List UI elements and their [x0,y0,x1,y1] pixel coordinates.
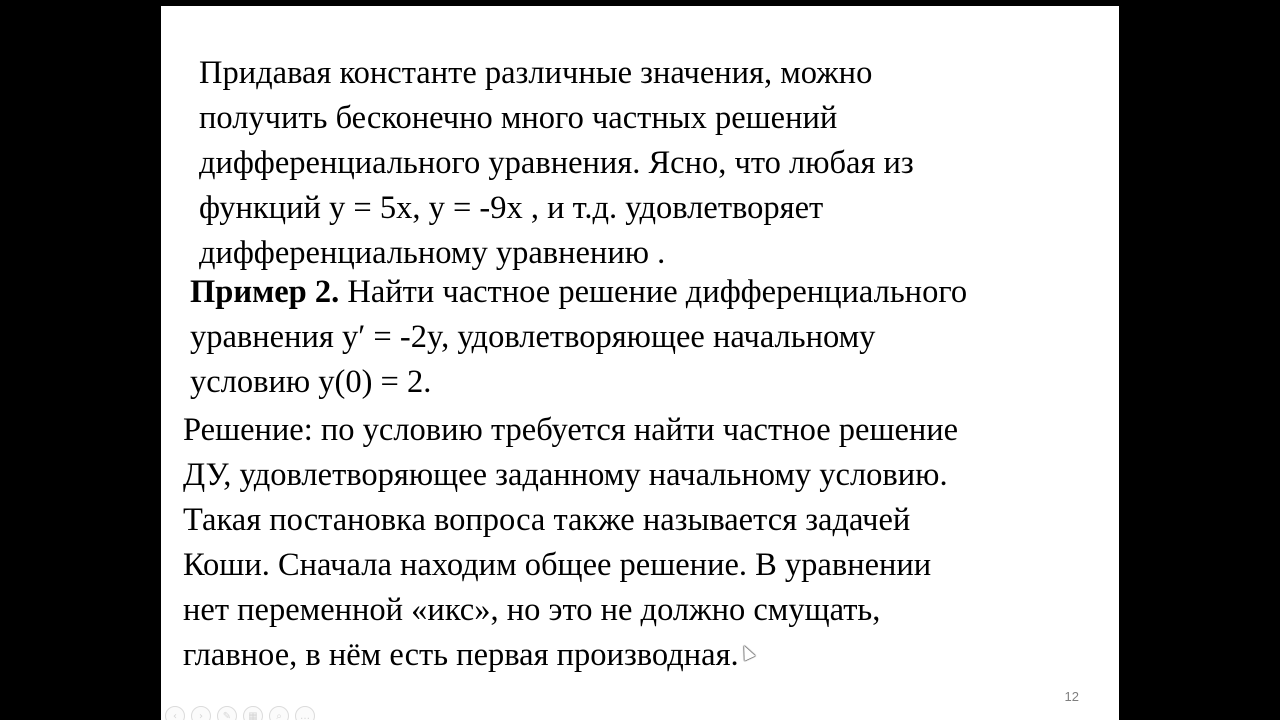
example-label: Пример 2. [190,274,340,310]
mouse-cursor-icon [738,643,755,661]
example-paragraph [190,270,967,405]
example-line: условию y(0) = 2. [190,364,432,400]
intro-line: дифференциальному уравнению . [199,235,666,271]
solution-line: Такая постановка вопроса также называется задачей [183,502,911,538]
intro-line: получить бесконечно много частных решений [199,100,838,136]
solution-line [183,633,958,678]
intro-line: функций y = 5x, y = -9x , и т.д. удовлетворяет [199,190,824,226]
solution-line: нет переменной «икс», но это не должно смущать, [183,592,881,628]
more-icon[interactable]: … [295,706,315,720]
example-line [190,270,967,315]
intro-line: дифференциального уравнения. Ясно, что любая из [199,145,914,181]
solution-line: Коши. Сначала находим общее решение. В уравнении [183,547,932,583]
intro-line: Придавая константе различные значения, можно [199,55,873,91]
next-icon[interactable]: › [191,706,211,720]
zoom-icon[interactable]: ⌕ [269,706,289,720]
solution-paragraph [183,408,958,678]
slide [161,6,1119,720]
solution-last-text: главное, в нём есть первая производная. [183,637,739,673]
presenter-controls [165,706,315,720]
slides-icon[interactable]: ▦ [243,706,263,720]
intro-paragraph [199,51,914,276]
previous-icon[interactable]: ‹ [165,706,185,720]
example-text: Найти частное решение дифференциального [339,274,968,310]
example-line: уравнения y′ = -2y, удовлетворяющее начальному [190,319,876,355]
page-number: 12 [1064,689,1079,704]
solution-line: ДУ, удовлетворяющее заданному начальному условию. [183,457,948,493]
solution-line: Решение: по условию требуется найти частное решение [183,412,959,448]
pen-icon[interactable]: ✎ [217,706,237,720]
